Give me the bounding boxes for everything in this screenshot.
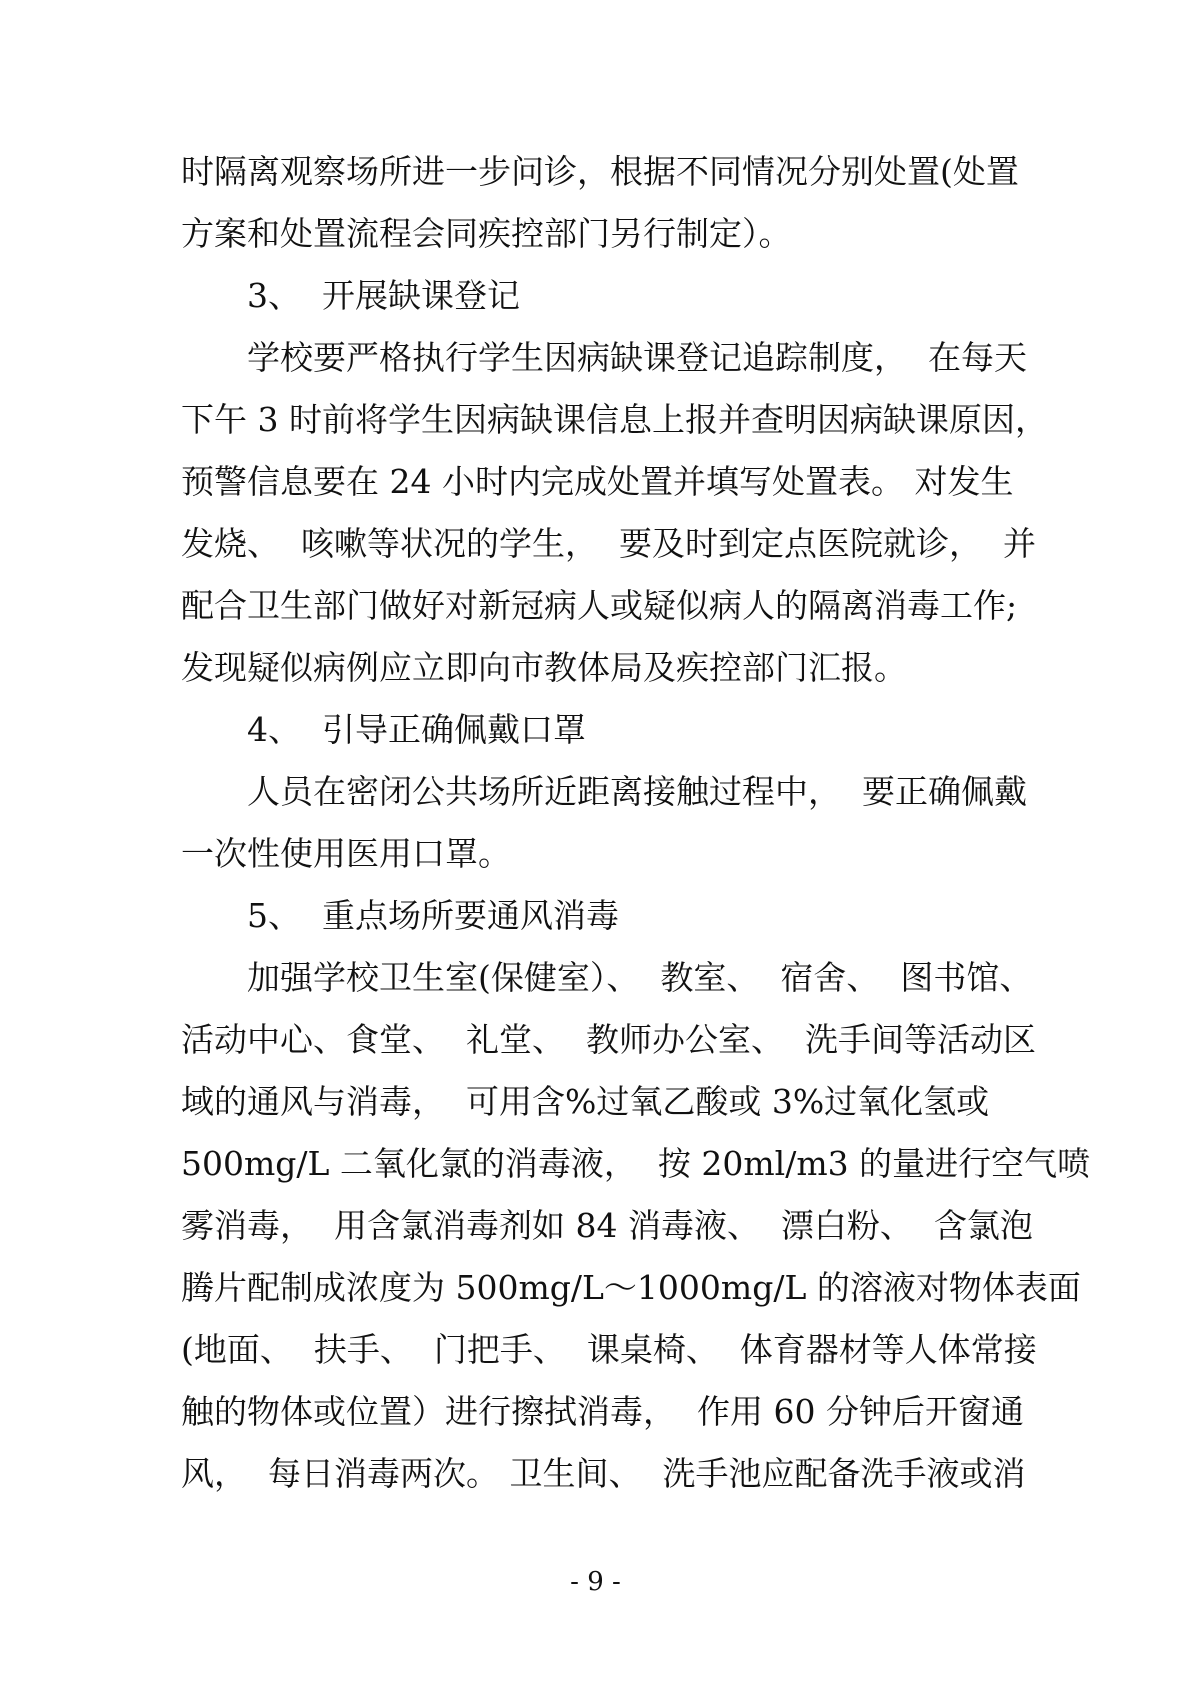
text-line: 雾消毒， 用含氯消毒剂如 84 消毒液、 漂白粉、 含氯泡 <box>181 1206 1033 1245</box>
text-line: 500mg/L 二氧化氯的消毒液， 按 20ml/m3 的量进行空气喷 <box>181 1144 1091 1183</box>
text-line: 域的通风与消毒， 可用含%过氧乙酸或 3%过氧化氢或 <box>181 1082 990 1121</box>
section-heading-5: 5、 重点场所要通风消毒 <box>247 896 619 935</box>
text-line: 时隔离观察场所进一步问诊，根据不同情况分别处置(处置 <box>181 152 1019 191</box>
text-line: 下午 3 时前将学生因病缺课信息上报并查明因病缺课原因， <box>181 400 1048 439</box>
text-line: 配合卫生部门做好对新冠病人或疑似病人的隔离消毒工作; <box>181 586 1018 625</box>
text-line: 方案和处置流程会同疾控部门另行制定）。 <box>181 214 792 253</box>
body-text <box>181 141 1091 1505</box>
text-line: 腾片配制成浓度为 500mg/L～1000mg/L 的溶液对物体表面 <box>181 1268 1081 1307</box>
paragraph-start: 加强学校卫生室(保健室）、 教室、 宿舍、 图书馆、 <box>247 958 1033 997</box>
text-line: 预警信息要在 24 小时内完成处置并填写处置表。 对发生 <box>181 462 1014 501</box>
page-number: - 9 - <box>570 1567 621 1597</box>
text-line: 触的物体或位置）进行擦拭消毒， 作用 60 分钟后开窗通 <box>181 1392 1024 1431</box>
text-line: (地面、 扶手、 门把手、 课桌椅、 体育器材等人体常接 <box>181 1330 1037 1369</box>
paragraph-start: 学校要严格执行学生因病缺课登记追踪制度， 在每天 <box>247 338 1027 377</box>
text-line: 风， 每日消毒两次。 卫生间、 洗手池应配备洗手液或消 <box>181 1454 1026 1493</box>
section-heading-4: 4、 引导正确佩戴口罩 <box>247 710 586 749</box>
text-line: 发烧、 咳嗽等状况的学生， 要及时到定点医院就诊， 并 <box>181 524 1036 563</box>
text-line: 活动中心、食堂、 礼堂、 教师办公室、 洗手间等活动区 <box>181 1020 1036 1059</box>
section-heading-3: 3、 开展缺课登记 <box>247 276 520 315</box>
text-line: 一次性使用医用口罩。 <box>181 834 511 873</box>
paragraph-start: 人员在密闭公共场所近距离接触过程中， 要正确佩戴 <box>247 772 1027 811</box>
text-line: 发现疑似病例应立即向市教体局及疾控部门汇报。 <box>181 648 907 687</box>
